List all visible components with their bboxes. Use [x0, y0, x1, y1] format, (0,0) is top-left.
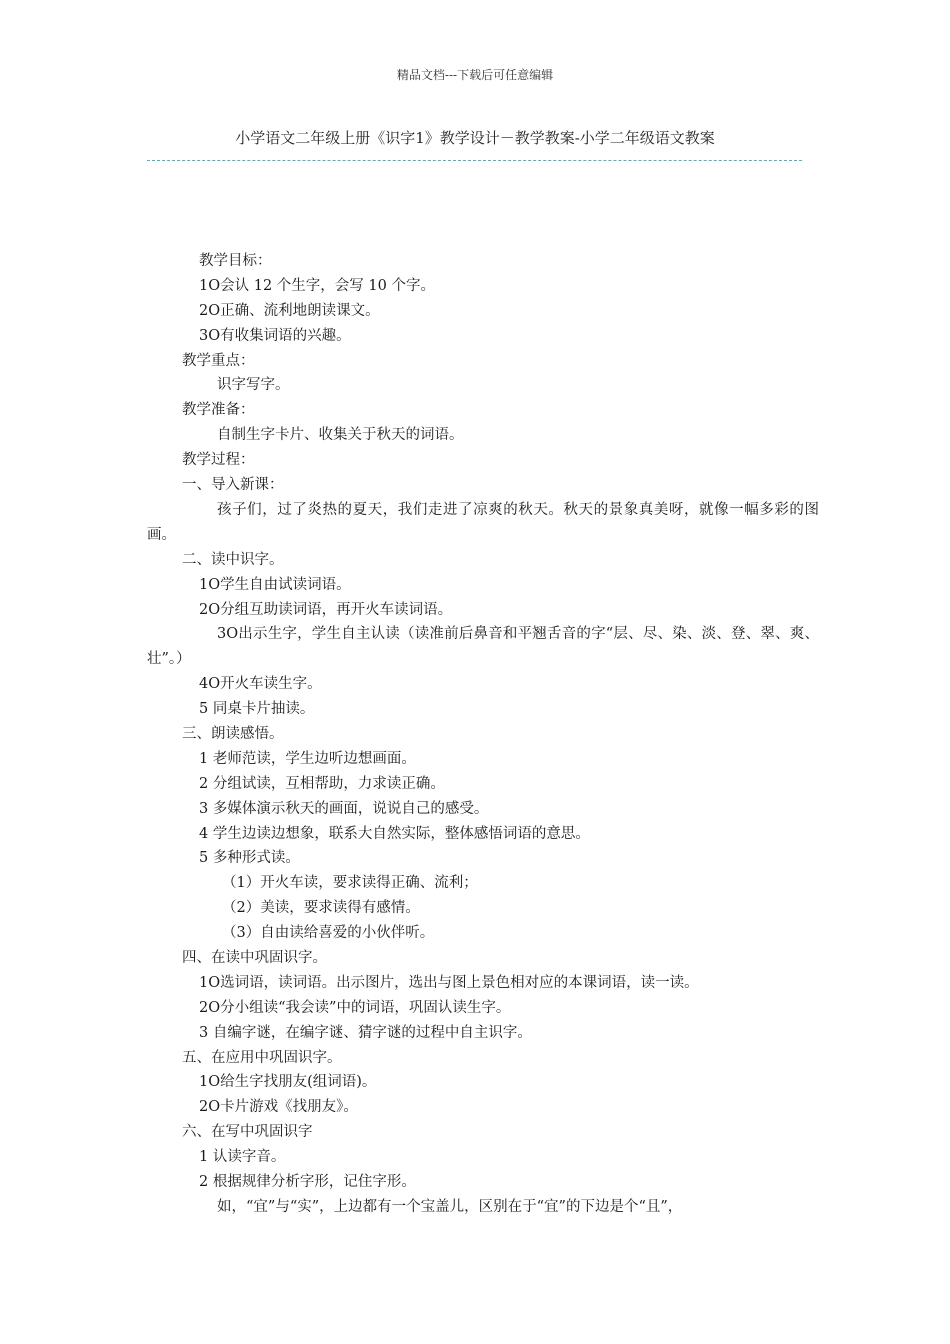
body-line: 四、在读中巩固识字。 — [182, 950, 327, 966]
body-line: 孩子们，过了炎热的夏天，我们走进了凉爽的秋天。秋天的景象真美呀，就像一幅多彩的图画。 — [147, 501, 819, 543]
body-line: 五、在应用中巩固识字。 — [182, 1049, 342, 1066]
body-line: 3O出示生字，学生自主认读（读准前后鼻音和平翘舌音的字“层、尽、染、淡、登、翠、爽、壮”。） — [147, 626, 819, 668]
body-line: （2）美读，要求读得有感情。 — [222, 900, 420, 917]
body-line: 二、读中识字。 — [182, 551, 284, 568]
body-line: 1O选词语，读词语。出示图片，选出与图上景色相对应的本课词语，读一读。 — [199, 974, 699, 991]
body-line: 一、导入新课： — [182, 477, 284, 494]
body-line: 1O给生字找朋友(组词语)。 — [199, 1074, 377, 1091]
body-line: 六、在写中巩固识字 — [182, 1124, 313, 1141]
body-line: 4O开火车读生字。 — [199, 676, 322, 693]
body-line: （1）开火车读，要求读得正确、流利； — [222, 875, 478, 892]
body-line: 3O有收集词语的兴趣。 — [199, 327, 351, 344]
body-line: 2O分小组读“我会读”中的词语，巩固认读生字。 — [199, 999, 511, 1016]
body-line: 教学重点： — [182, 352, 255, 369]
body-line: 识字写字。 — [217, 377, 290, 394]
body-line: 5 同桌卡片抽读。 — [199, 701, 315, 718]
body-line: 2 分组试读，互相帮助，力求读正确。 — [199, 775, 445, 792]
body-line: 1O会认 12 个生字，会写 10 个字。 — [199, 277, 435, 294]
body-line: （3）自由读给喜爱的小伙伴听。 — [222, 925, 435, 942]
body-line: 3 多媒体演示秋天的画面，说说自己的感受。 — [199, 800, 489, 817]
body-line: 教学准备： — [182, 402, 255, 419]
body-line: 1O学生自由试读词语。 — [199, 576, 351, 593]
body-line: 教学过程： — [182, 452, 255, 469]
body-line: 2 根据规律分析字形，记住字形。 — [199, 1174, 416, 1191]
body-line: 4 学生边读边想象，联系大自然实际，整体感悟词语的意思。 — [199, 825, 590, 842]
body-line: 1 老师范读，学生边听边想画面。 — [199, 750, 416, 767]
document-body — [147, 249, 819, 1220]
body-line: 1 认读字音。 — [199, 1149, 286, 1166]
body-line: 3 自编字谜，在编字谜、猜字谜的过程中自主识字。 — [199, 1024, 532, 1041]
body-line: 自制生字卡片、收集关于秋天的词语。 — [217, 427, 464, 444]
body-line: 2O正确、流利地朗读课文。 — [199, 302, 380, 319]
title-divider — [147, 160, 802, 161]
body-line: 三、朗读感悟。 — [182, 725, 284, 742]
body-line: 2O卡片游戏《找朋友》。 — [199, 1099, 358, 1116]
body-line: 如，“宜”与“实”，上边都有一个宝盖儿，区别在于“宜”的下边是个“且”， — [217, 1198, 683, 1215]
body-line: 教学目标： — [199, 253, 272, 269]
document-title: 小学语文二年级上册《识字1》教学设计－教学教案-小学二年级语文教案 — [235, 129, 715, 147]
body-line: 2O分组互助读词语，再开火车读词语。 — [199, 601, 453, 618]
page-header-note: 精品文档---下载后可任意编辑 — [396, 68, 554, 82]
body-line: 5 多种形式读。 — [199, 850, 300, 867]
